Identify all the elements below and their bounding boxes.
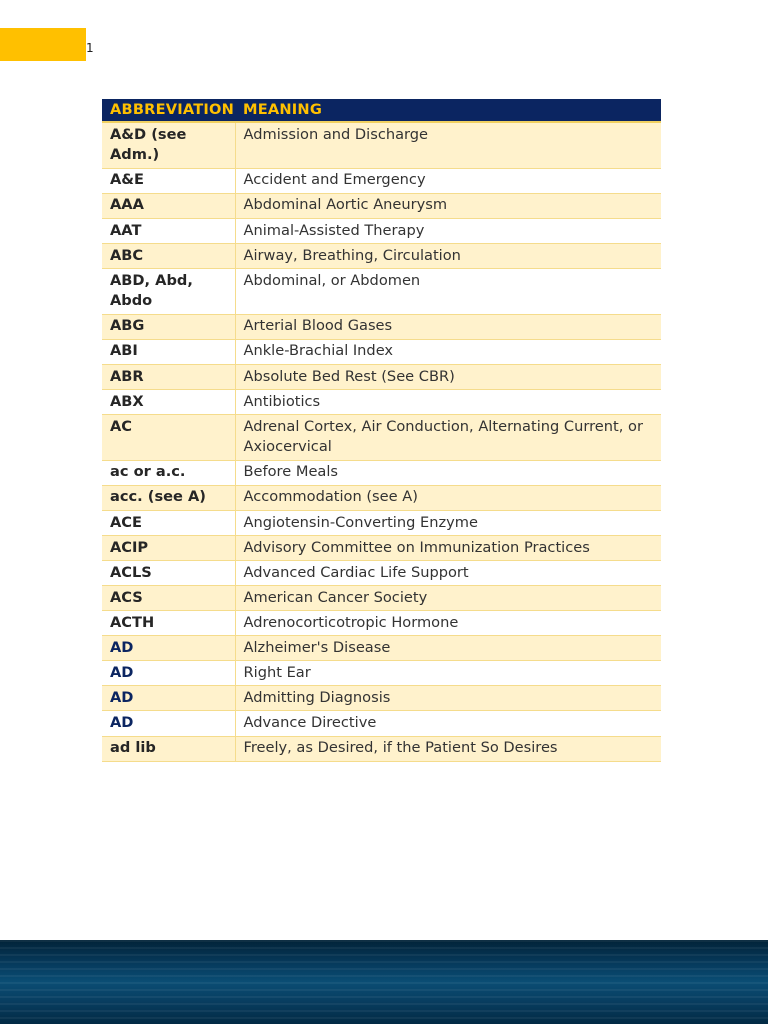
abbreviation-cell: AAA bbox=[102, 193, 235, 218]
abbreviation-cell: ACLS bbox=[102, 560, 235, 585]
meaning-cell: Alzheimer's Disease bbox=[235, 636, 661, 661]
abbreviation-cell: AD bbox=[102, 711, 235, 736]
meaning-cell: Absolute Bed Rest (See CBR) bbox=[235, 364, 661, 389]
meaning-cell: Abdominal Aortic Aneurysm bbox=[235, 193, 661, 218]
meaning-cell: Antibiotics bbox=[235, 389, 661, 414]
meaning-cell: Abdominal, or Abdomen bbox=[235, 268, 661, 314]
meaning-cell: Airway, Breathing, Circulation bbox=[235, 243, 661, 268]
meaning-cell: Arterial Blood Gases bbox=[235, 314, 661, 339]
abbreviation-cell: ACE bbox=[102, 510, 235, 535]
meaning-cell: Ankle-Brachial Index bbox=[235, 339, 661, 364]
abbreviation-cell: A&D (see Adm.) bbox=[102, 122, 235, 168]
table-row bbox=[102, 414, 661, 460]
abbreviation-cell: AD bbox=[102, 636, 235, 661]
meaning-cell: Adrenal Cortex, Air Conduction, Alternating Current, or Axiocervical bbox=[235, 414, 661, 460]
meaning-cell: Accommodation (see A) bbox=[235, 485, 661, 510]
meaning-cell: Adrenocorticotropic Hormone bbox=[235, 611, 661, 636]
abbreviation-cell: acc. (see A) bbox=[102, 485, 235, 510]
table-row bbox=[102, 535, 661, 560]
meaning-cell: American Cancer Society bbox=[235, 586, 661, 611]
abbreviation-cell: ad lib bbox=[102, 736, 235, 761]
table-row bbox=[102, 686, 661, 711]
abbreviation-cell: A&E bbox=[102, 168, 235, 193]
table-row bbox=[102, 339, 661, 364]
table-row bbox=[102, 168, 661, 193]
page-corner-tab bbox=[0, 28, 86, 61]
abbreviation-cell: AD bbox=[102, 686, 235, 711]
column-header-abbreviation: ABBREVIATION bbox=[102, 99, 235, 122]
table-header-row bbox=[102, 99, 661, 122]
table-row bbox=[102, 364, 661, 389]
meaning-cell: Angiotensin-Converting Enzyme bbox=[235, 510, 661, 535]
table-row bbox=[102, 460, 661, 485]
table-row bbox=[102, 611, 661, 636]
table-row bbox=[102, 193, 661, 218]
meaning-cell: Right Ear bbox=[235, 661, 661, 686]
abbreviation-cell: ABD, Abd, Abdo bbox=[102, 268, 235, 314]
abbreviation-cell: ABC bbox=[102, 243, 235, 268]
abbreviation-table bbox=[102, 99, 661, 762]
table-row bbox=[102, 314, 661, 339]
table-row bbox=[102, 586, 661, 611]
meaning-cell: Advanced Cardiac Life Support bbox=[235, 560, 661, 585]
abbreviation-cell: ABX bbox=[102, 389, 235, 414]
abbreviation-cell: ACTH bbox=[102, 611, 235, 636]
column-header-meaning: MEANING bbox=[235, 99, 661, 122]
table-row bbox=[102, 661, 661, 686]
abbreviation-cell: ABR bbox=[102, 364, 235, 389]
meaning-cell: Accident and Emergency bbox=[235, 168, 661, 193]
meaning-cell: Advisory Committee on Immunization Practices bbox=[235, 535, 661, 560]
abbreviation-cell: AAT bbox=[102, 218, 235, 243]
table-row bbox=[102, 243, 661, 268]
meaning-cell: Admission and Discharge bbox=[235, 122, 661, 168]
abbreviation-cell: ABI bbox=[102, 339, 235, 364]
page-number: 1 bbox=[86, 41, 94, 55]
abbreviation-cell: AD bbox=[102, 661, 235, 686]
abbreviation-cell: ACS bbox=[102, 586, 235, 611]
abbreviation-cell: ac or a.c. bbox=[102, 460, 235, 485]
table-row bbox=[102, 711, 661, 736]
abbreviation-cell: ABG bbox=[102, 314, 235, 339]
abbreviation-cell: AC bbox=[102, 414, 235, 460]
table-row bbox=[102, 389, 661, 414]
meaning-cell: Admitting Diagnosis bbox=[235, 686, 661, 711]
table-row bbox=[102, 122, 661, 168]
meaning-cell: Freely, as Desired, if the Patient So Desires bbox=[235, 736, 661, 761]
footer-band bbox=[0, 940, 768, 1024]
table-row bbox=[102, 510, 661, 535]
table-row bbox=[102, 218, 661, 243]
table-row bbox=[102, 736, 661, 761]
meaning-cell: Animal-Assisted Therapy bbox=[235, 218, 661, 243]
table-row bbox=[102, 485, 661, 510]
table-row bbox=[102, 636, 661, 661]
meaning-cell: Before Meals bbox=[235, 460, 661, 485]
table-row bbox=[102, 560, 661, 585]
abbreviation-cell: ACIP bbox=[102, 535, 235, 560]
table-row bbox=[102, 268, 661, 314]
meaning-cell: Advance Directive bbox=[235, 711, 661, 736]
